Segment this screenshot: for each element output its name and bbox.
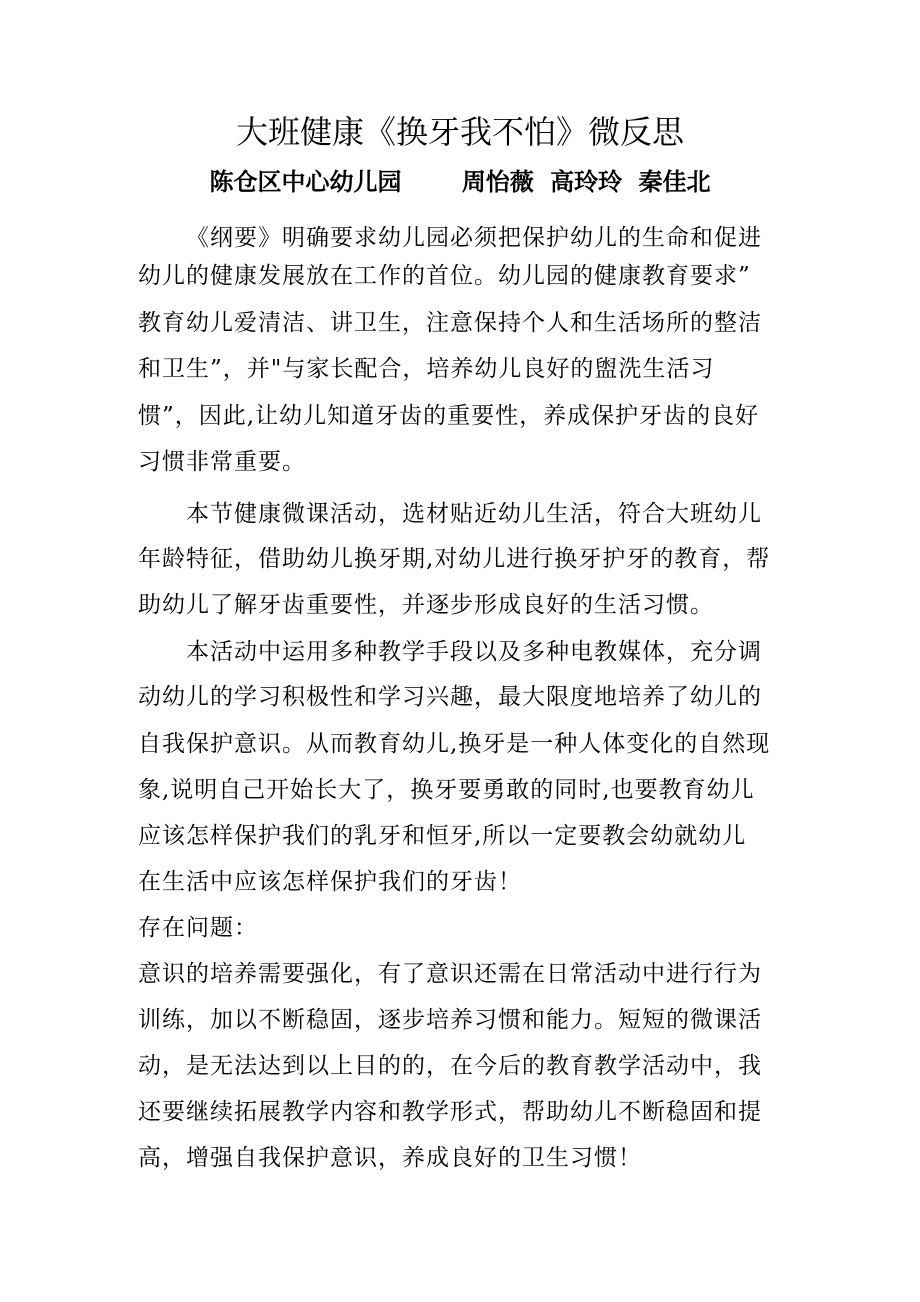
text-line: 动，是无法达到以上目的的，在今后的教育教学活动中，我 — [138, 1053, 762, 1079]
text-line: 在生活中应该怎样保护我们的牙齿！ — [138, 869, 522, 895]
text-line: 助幼儿了解牙齿重要性，并逐步形成良好的生活习惯。 — [138, 592, 714, 618]
text-line: 动幼儿的学习积极性和学习兴趣，最大限度地培养了幼儿的 — [138, 684, 762, 710]
text-line: 象,说明自己开始长大了，换牙要勇敢的同时,也要教育幼儿 — [138, 777, 755, 803]
text-line: 高，增强自我保护意识，养成良好的卫生习惯！ — [138, 1145, 642, 1171]
text-line: 还要继续拓展教学内容和教学形式，帮助幼儿不断稳固和提 — [138, 1099, 762, 1125]
text-line: 训练，加以不断稳固，逐步培养习惯和能力。短短的微课活 — [138, 1007, 762, 1033]
text-line: 应该怎样保护我们的乳牙和恒牙,所以一定要教会幼就幼儿 — [138, 823, 747, 849]
text-line: 自我保护意识。从而教育幼儿,换牙是一种人体变化的自然现 — [138, 731, 771, 757]
author-name-2: 高玲玲 — [550, 167, 623, 196]
text-line: 本节健康微课活动，选材贴近幼儿生活，符合大班幼儿 — [186, 501, 762, 527]
document-title: 大班健康《换牙我不怕》微反思 — [235, 113, 684, 151]
text-line: 幼儿的健康发展放在工作的首位。幼儿园的健康教育要求” — [138, 263, 751, 289]
author-line — [0, 162, 920, 202]
kindergarten-name: 陈仓区中心幼儿园 — [209, 167, 402, 196]
text-line: 《纲要》明确要求幼儿园必须把保护幼儿的生命和促进 — [186, 225, 762, 251]
author-name-1: 周怡薇 — [461, 167, 534, 196]
text-line: 教育幼儿爱清洁、讲卫生，注意保持个人和生活场所的整洁 — [138, 310, 762, 336]
text-line: 年龄特征，借助幼儿换牙期,对幼儿进行换牙护牙的教育，帮 — [138, 546, 771, 572]
author-name-3: 秦佳北 — [638, 167, 711, 196]
section-heading-issues: 存在问题： — [138, 915, 258, 941]
text-line: 惯”，因此,让幼儿知道牙齿的重要性，养成保护牙齿的良好 — [138, 403, 760, 429]
text-line: 习惯非常重要。 — [138, 449, 306, 475]
text-line: 和卫生”，并"与家长配合，培养幼儿良好的盥洗生活习 — [138, 356, 715, 382]
text-line: 本活动中运用多种教学手段以及多种电教媒体，充分调 — [186, 639, 762, 665]
text-line: 意识的培养需要强化，有了意识还需在日常活动中进行行为 — [138, 961, 762, 987]
